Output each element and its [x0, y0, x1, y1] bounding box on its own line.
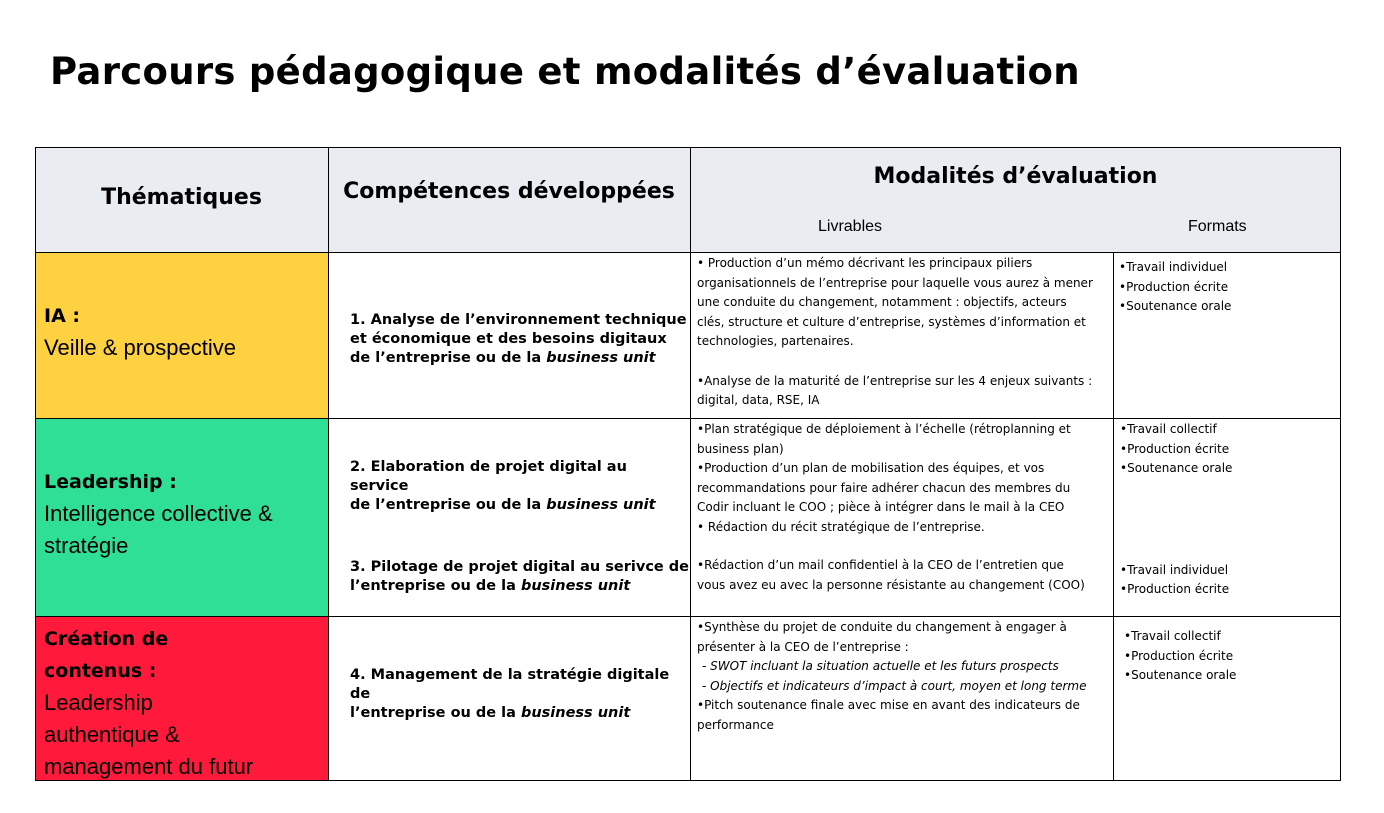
- formats-cell-2: [1113, 418, 1341, 616]
- livrable-line: •Analyse de la maturité de l’entreprise sur les 4 enjeux suivants :: [697, 373, 1093, 388]
- competence-1-text: de l’entreprise ou de la: [350, 350, 547, 366]
- livrable-line: vous avez eu avec la personne résistante au changement (COO): [697, 577, 1085, 592]
- table-border-left: [35, 147, 36, 781]
- theme-cell-ia: [35, 252, 328, 418]
- page-title: Parcours pédagogique et modalités d’évaluation: [50, 50, 1080, 93]
- livrable-line: une conduite du changement, notamment : objectifs, acteurs: [697, 295, 1067, 309]
- theme-subtitle-leadership-1: Intelligence collective &: [44, 501, 273, 526]
- livrable-line: - SWOT incluant la situation actuelle et les futurs prospects: [702, 659, 1059, 673]
- column-divider: [690, 147, 691, 781]
- evaluation-table: [35, 147, 1341, 781]
- competence-cell-2-3: [328, 418, 690, 616]
- livrables-cell-3: [690, 616, 1113, 781]
- format-item: •Travail collectif: [1120, 422, 1217, 436]
- competence-3-italic: business unit: [520, 578, 631, 594]
- competence-1-line-3: [350, 349, 690, 368]
- competence-2-italic: business unit: [546, 497, 656, 513]
- theme-title-ia: IA :: [44, 305, 80, 327]
- format-item: •Soutenance orale: [1120, 461, 1233, 475]
- header-competences: Compétences développées: [343, 179, 675, 204]
- theme-title-creation-2: contenus :: [44, 660, 157, 682]
- livrable-line: •Rédaction d’un mail confidentiel à la CEO de l’entretien que: [697, 558, 1064, 572]
- format-item: •Production écrite: [1124, 648, 1234, 663]
- format-item: •Production écrite: [1120, 441, 1230, 456]
- theme-title-leadership: Leadership :: [44, 471, 177, 493]
- table-border-bottom: [35, 780, 1341, 781]
- format-item: •Soutenance orale: [1124, 668, 1237, 682]
- livrable-line: présenter à la CEO de l’entreprise :: [697, 639, 909, 654]
- format-item: •Soutenance orale: [1119, 299, 1232, 313]
- livrable-line: business plan): [697, 441, 784, 456]
- header-livrables: Livrables: [818, 218, 883, 235]
- format-item: •Production écrite: [1120, 582, 1230, 596]
- column-divider: [1113, 252, 1114, 781]
- format-item: •Production écrite: [1119, 279, 1229, 294]
- table-border-top: [35, 147, 1341, 148]
- table-border-right: [1340, 147, 1341, 781]
- livrable-line: •Production d’un plan de mobilisation des équipes, et vos: [697, 461, 1045, 475]
- livrable-line: clés, structure et culture d’entreprise, systèmes d’information et: [697, 314, 1086, 329]
- competence-1-line-1: 1. Analyse de l’environnement technique: [350, 312, 687, 328]
- format-item: •Travail collectif: [1124, 629, 1221, 643]
- competence-4-line-1: 4. Management de la stratégie digitale de: [350, 667, 670, 702]
- theme-subtitle-leadership-2: stratégie: [44, 533, 129, 558]
- row-divider: [35, 252, 1341, 253]
- theme-subtitle-creation-1: Leadership: [44, 690, 153, 715]
- livrable-line: digital, data, RSE, IA: [697, 393, 820, 407]
- livrables-cell-1: [690, 252, 1113, 418]
- competence-cell-1: [328, 252, 690, 418]
- livrable-line: - Objectifs et indicateurs d’impact à court, moyen et long terme: [702, 678, 1087, 693]
- livrable-line: •Pitch soutenance finale avec mise en avant des indicateurs de: [697, 698, 1080, 712]
- competence-2-line-2: [350, 496, 690, 515]
- competence-1-italic: business unit: [546, 350, 656, 366]
- header-formats: Formats: [1188, 218, 1247, 235]
- livrable-line: performance: [697, 717, 774, 732]
- competence-4-line-2: [350, 704, 690, 723]
- livrable-line: Codir incluant le COO ; pièce à intégrer dans le mail à la CEO: [697, 500, 1065, 514]
- column-divider: [328, 147, 329, 781]
- competence-4-italic: business unit: [520, 705, 631, 721]
- livrables-cell-2: [690, 418, 1113, 616]
- competence-2-text: de l’entreprise ou de la: [350, 497, 547, 513]
- formats-cell-3: [1113, 616, 1341, 781]
- livrable-line: •Synthèse du projet de conduite du changement à engager à: [697, 620, 1067, 634]
- competence-2-line-1: 2. Elaboration de projet digital au service: [350, 459, 627, 494]
- format-item: •Travail individuel: [1119, 260, 1228, 274]
- theme-subtitle-creation-3: management du futur: [44, 754, 254, 779]
- competence-3-line-1: 3. Pilotage de projet digital au serivce de: [350, 559, 690, 575]
- header-modalites-cell: [690, 147, 1341, 252]
- livrable-line: •Plan stratégique de déploiement à l’échelle (rétroplanning et: [697, 422, 1071, 436]
- row-divider: [35, 616, 1341, 617]
- livrable-line: • Production d’un mémo décrivant les principaux piliers: [697, 256, 1033, 270]
- livrable-line: organisationnels de l’entreprise pour laquelle vous aurez à mener: [697, 275, 1093, 290]
- competence-1-line-2: et économique et des besoins digitaux: [350, 331, 667, 347]
- competence-3-text: l’entreprise ou de la: [350, 578, 521, 594]
- header-thematiques: Thématiques: [101, 185, 262, 210]
- competence-3-line-2: [350, 577, 690, 596]
- livrable-line: recommandations pour faire adhérer chacun des membres du: [697, 480, 1071, 495]
- row-divider: [35, 418, 1341, 419]
- theme-subtitle-ia: Veille & prospective: [44, 335, 236, 360]
- theme-subtitle-creation-2: authentique &: [44, 722, 180, 747]
- format-item: •Travail individuel: [1120, 562, 1229, 577]
- formats-cell-1: [1113, 252, 1341, 418]
- livrable-line: • Rédaction du récit stratégique de l’entreprise.: [697, 519, 985, 534]
- header-thematiques-cell: [35, 147, 328, 252]
- theme-cell-creation: [35, 616, 328, 781]
- theme-cell-leadership: [35, 418, 328, 616]
- livrable-line: technologies, partenaires.: [697, 334, 854, 348]
- header-modalites: Modalités d’évaluation: [873, 164, 1158, 189]
- theme-title-creation-1: Création de: [44, 628, 169, 650]
- competence-4-text: l’entreprise ou de la: [350, 705, 521, 721]
- header-competences-cell: [328, 147, 690, 252]
- competence-cell-4: [328, 616, 690, 781]
